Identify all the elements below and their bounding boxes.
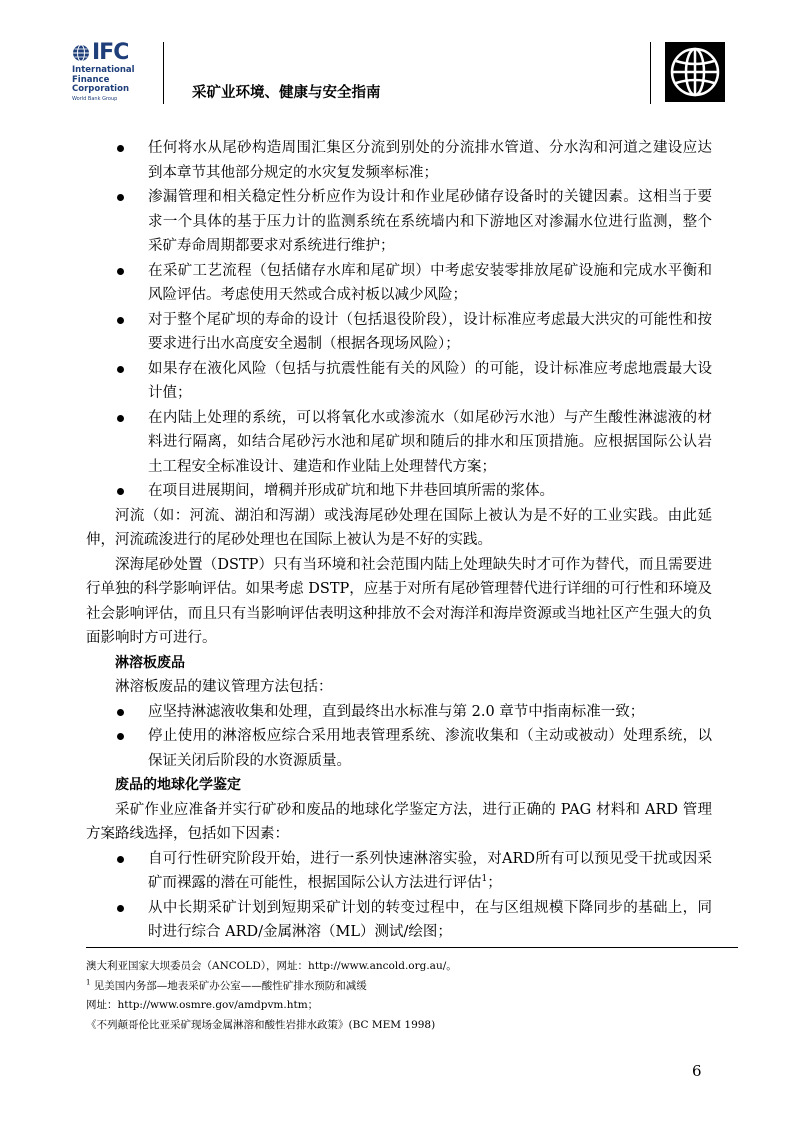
list-item: 在项目进展期间，增稠并形成矿坑和地下井巷回填所需的浆体。 (86, 479, 712, 504)
bullet-icon (117, 856, 124, 863)
section-intro-heap-leach: 淋溶板废品的建议管理方法包括： (115, 679, 333, 695)
paragraph-dstp: 深海尾砂处置（DSTP）只有当环境和社会范围内陆上处理缺失时才可作为替代，而且需要进行单独的科学影响评估。如果考虑 DSTP，应基于对所有尾砂管理替代进行详细的可行性和环境及社会影响评估，而且只有当影响评估表明这种排放不会对海洋和海岸资源或当地社区产生强大的负面影响时方可进行。 (86, 556, 712, 646)
list-item: 如果存在液化风险（包括与抗震性能有关的风险）的可能，设计标准应考虑地震最大设计值； (86, 357, 712, 406)
list-item: 在内陆上处理的系统，可以将氧化水或渗流水（如尾砂污水池）与产生酸性淋滤液的材料进行隔离，如结合尾砂污水池和尾矿坝和随后的排水和压顶措施。应根据国际公认岩土工程安全标准设计、建造和作业陆上处理替代方案； (86, 406, 712, 480)
section-intro-geochem: 采矿作业应准备并实行矿砂和废品的地球化学鉴定方法，进行正确的 PAG 材料和 ARD 管理方案路线选择，包括如下因素： (86, 801, 712, 842)
header-divider-right (650, 42, 651, 104)
globe-icon (72, 44, 90, 62)
footnote-line: 《不列颠哥伦比亚采矿现场金属淋溶和酸性岩排水政策》(BC MEM 1998) (86, 1018, 436, 1031)
bullet-icon (117, 317, 124, 324)
header-divider-left (163, 42, 164, 104)
paragraph-river-disposal: 河流（如：河流、湖泊和泻湖）或浅海尾砂处理在国际上被认为是不好的工业实践。由此延伸，河流疏浚进行的尾砂处理也在国际上被认为是不好的实践。 (86, 507, 712, 548)
world-bank-globe-icon (665, 42, 725, 102)
footnote-ref: 1 (481, 874, 488, 885)
bullet-icon (117, 905, 124, 912)
section-heading-geochem: 废品的地球化学鉴定 (115, 777, 241, 793)
ifc-sub: World Bank Group (72, 95, 118, 102)
ifc-letters: IFC (92, 40, 129, 65)
list-item: 从中长期采矿计划到短期采矿计划的转变过程中，在与区组规模下降同步的基础上，同时进行综合 ARD/金属淋溶（ML）测试/绘图； (86, 896, 712, 945)
list-item: 自可行性研究阶段开始，进行一系列快速淋溶实验，对ARD所有可以预见受干扰或因采矿而裸露的潜在可能性，根据国际公认方法进行评估$^1$； (86, 847, 712, 896)
footnote-line: 网址：http://www.osmre.gov/amdpvm.htm； (86, 999, 319, 1011)
bullet-icon (117, 268, 124, 275)
footnote-line: $^1$ 见美国内务部—地表采矿办公室——酸性矿排水预防和减缓 (86, 978, 367, 992)
list-item: 任何将水从尾砂构造周围汇集区分流到别处的分流排水管道、分水沟和河道之建设应达到本章节其他部分规定的水灾复发频率标准； (86, 136, 712, 185)
page-title: 采矿业环境、健康与安全指南 (192, 85, 381, 101)
list-item: 对于整个尾矿坝的寿命的设计（包括退役阶段），设计标准应考虑最大洪灾的可能性和按要求进行出水高度安全遏制（根据各现场风险）； (86, 308, 712, 357)
ifc-name-line: Finance (72, 74, 110, 85)
list-item: 应坚持淋滤液收集和处理，直到最终出水标准与第 2.0 章节中指南标准一致； (86, 700, 712, 725)
list-item: 停止使用的淋溶板应综合采用地表管理系统、渗流收集和（主动或被动）处理系统，以保证关闭后阶段的水资源质量。 (86, 724, 712, 773)
footnote-line: 澳大利亚国家大坝委员会（ANCOLD），网址：http://www.ancold.org.au/。 (86, 960, 457, 972)
ifc-name-line: International (72, 65, 135, 75)
bullet-icon (117, 145, 124, 152)
section-heading-heap-leach: 淋溶板废品 (115, 654, 185, 671)
bullet-icon (117, 194, 124, 201)
ifc-logo (72, 40, 148, 108)
page-header (0, 0, 793, 110)
list-item: 在采矿工艺流程（包括储存水库和尾矿坝）中考虑安装零排放尾矿设施和完成水平衡和风险评估。考虑使用天然或合成衬板以减少风险； (86, 259, 712, 308)
bullet-icon (117, 415, 124, 422)
bullet-icon (117, 733, 124, 740)
page-number: 6 (692, 1062, 702, 1080)
footnote-mark: 1 (86, 978, 91, 986)
list-item: 渗漏管理和相关稳定性分析应作为设计和作业尾砂储存设备时的关键因素。这相当于要求一个具体的基于压力计的监测系统在系统墙内和下游地区对渗漏水位进行监测，整个采矿寿命周期都要求对系统进行维护； (86, 185, 712, 259)
page-body (86, 136, 712, 945)
bullet-icon (117, 488, 124, 495)
bullet-icon (117, 709, 124, 716)
bullet-icon (117, 366, 124, 373)
ifc-mark (72, 40, 148, 66)
ifc-name-line: Corporation (72, 84, 129, 94)
footnote-separator (86, 947, 738, 948)
footnotes (86, 957, 738, 1035)
